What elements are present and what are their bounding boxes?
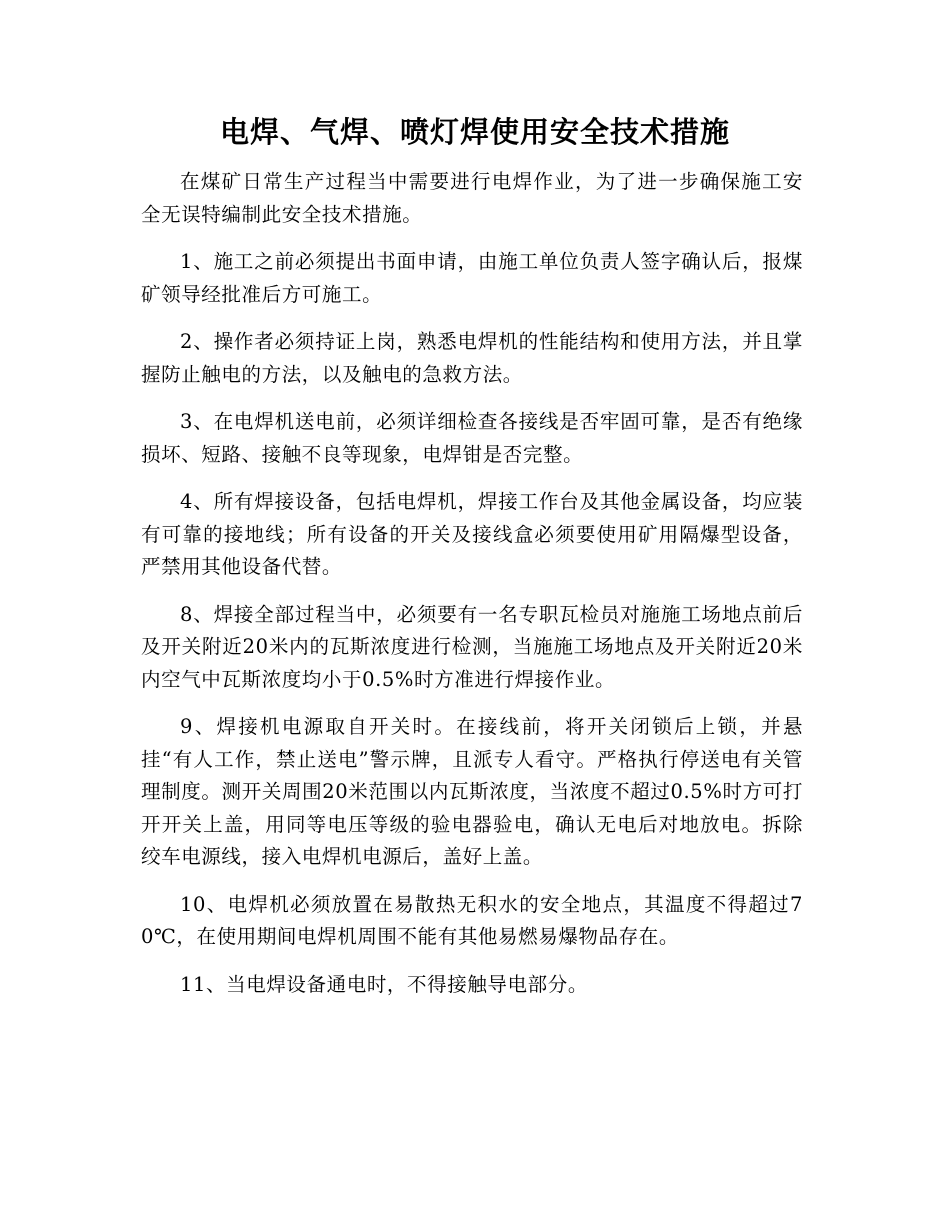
paragraph-item-11: 11、当电焊设备通电时，不得接触导电部分。 bbox=[180, 972, 588, 996]
paragraph-item-3: 3、在电焊机送电前，必须详细检查各接线是否牢固可靠，是否有绝缘损坏、短路、接触不良等现象，电焊钳是否完整。 bbox=[141, 410, 803, 466]
document-body bbox=[141, 166, 803, 1016]
paragraph-item-8: 8、焊接全部过程当中，必须要有一名专职瓦检员对施施工场地点前后及开关附近20米内的瓦斯浓度进行检测，当施施工场地点及开关附近20米内空气中瓦斯浓度均小于0.5%时方准进行焊接作业。 bbox=[141, 602, 803, 691]
paragraph-intro: 在煤矿日常生产过程当中需要进行电焊作业，为了进一步确保施工安全无误特编制此安全技术措施。 bbox=[141, 170, 803, 226]
paragraph-item-1: 1、施工之前必须提出书面申请，由施工单位负责人签字确认后，报煤矿领导经批准后方可施工。 bbox=[141, 250, 803, 306]
paragraph-item-10: 10、电焊机必须放置在易散热无积水的安全地点，其温度不得超过70℃，在使用期间电焊机周围不能有其他易燃易爆物品存在。 bbox=[141, 892, 803, 948]
paragraph-item-9: 9、焊接机电源取自开关时。在接线前，将开关闭锁后上锁，并悬挂“有人工作，禁止送电”警示牌，且派专人看守。严格执行停送电有关管理制度。测开关周围20米范围以内瓦斯浓度，当浓度不超过0.5%时方可打开开关上盖，用同等电压等级的验电器验电，确认无电后对地放电。拆除绞车电源线，接入电焊机电源后，盖好上盖。 bbox=[141, 715, 803, 868]
document-title: 电焊、气焊、喷灯焊使用安全技术措施 bbox=[219, 115, 730, 149]
paragraph-item-2: 2、操作者必须持证上岗，熟悉电焊机的性能结构和使用方法，并且掌握防止触电的方法，以及触电的急救方法。 bbox=[141, 330, 803, 386]
paragraph-item-4: 4、所有焊接设备，包括电焊机，焊接工作台及其他金属设备，均应装有可靠的接地线；所有设备的开关及接线盒必须要使用矿用隔爆型设备，严禁用其他设备代替。 bbox=[141, 490, 803, 578]
